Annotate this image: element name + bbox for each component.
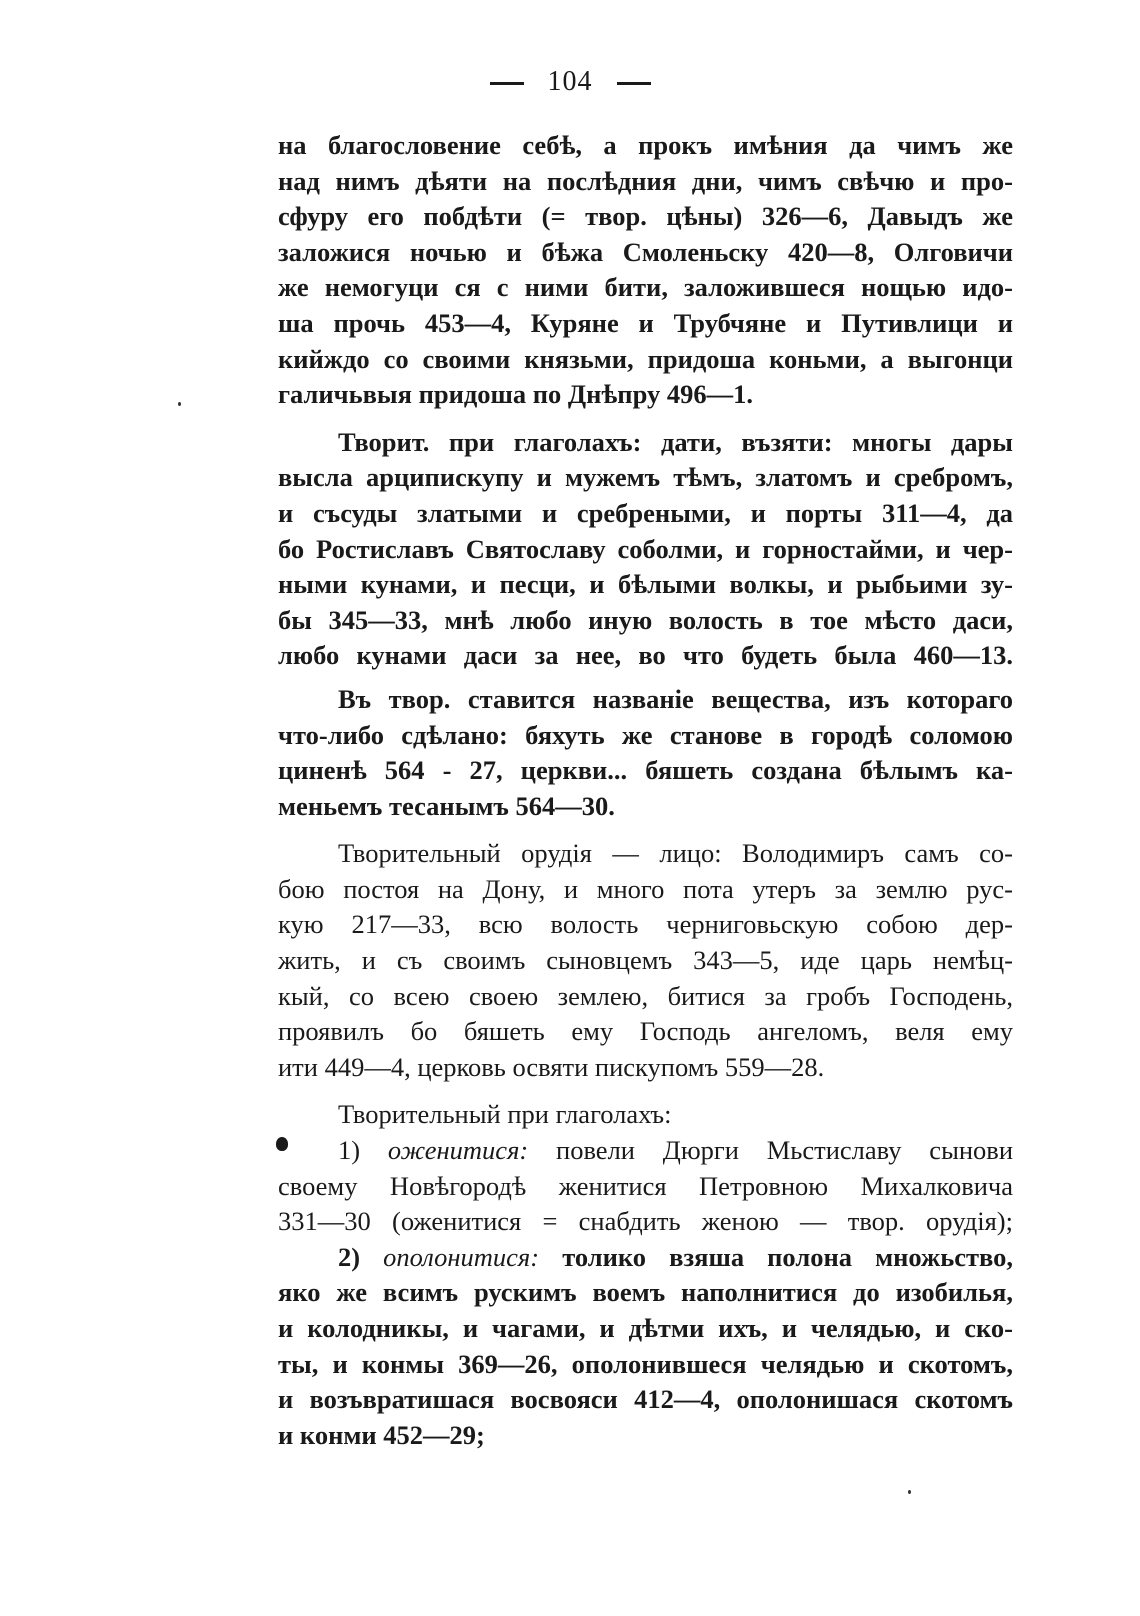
text-line: кийждо со своими князьми, придоша коньми, а выгонци	[278, 343, 1013, 374]
text-line: кый, со всею своею землею, битися за гробъ Господень,	[278, 980, 1013, 1011]
text-line: 331—30 (оженитися = снабдить женою — твор. орудія);	[278, 1206, 1013, 1237]
text-line: и возъвратишася восвояси 412—4, ополонишася скотомъ	[278, 1384, 1013, 1415]
text-line: над нимъ дѣяти на послѣдния дни, чимъ свѣчю и про-	[278, 165, 1013, 196]
text-line: же немогуци ся с ними бити, заложившеся нощью идо-	[278, 272, 1013, 303]
text-line: меньемъ тесанымъ 564—30.	[278, 790, 615, 821]
list-item-number: 2)	[338, 1241, 361, 1272]
text-line: ными кунами, и песци, и бѣлыми волкы, и рыбьими зу-	[278, 569, 1013, 600]
text-line: и съсуды златыми и сребреными, и порты 311—4, да	[278, 497, 1013, 528]
paragraph-gap	[278, 1085, 1013, 1097]
text-line: на благословение себѣ, а прокъ имѣния да чимъ же	[278, 130, 1013, 160]
text-line: ити 449—4, церковь освяти пискупомъ 559—28.	[278, 1051, 825, 1082]
text-line: жить, и съ своимъ сыновцемъ 343—5, иде царь немѣц-	[278, 945, 1013, 976]
body-text	[278, 128, 1013, 1453]
text-line: заложися ночью и бѣжа Смоленьску 420—8, Олговичи	[278, 236, 1013, 267]
text-line: проявилъ бо бяшеть ему Господь ангеломъ, веля ему	[278, 1016, 1013, 1047]
page-number: 104	[547, 66, 593, 97]
left-dash	[490, 82, 524, 85]
text-line: яко же всимъ рускимъ воемъ наполнитися до изобилья,	[278, 1277, 1013, 1308]
list-item-term: оженитися:	[387, 1135, 529, 1166]
paragraph-gap	[278, 824, 1013, 836]
list-item-term: ополонитися:	[383, 1241, 540, 1272]
text-line: своему Новѣгородѣ женитися Петровною Михалковича	[278, 1170, 1013, 1201]
text-line: кую 217—33, всю волость черниговьскую собою дер-	[278, 909, 1013, 940]
ink-speck	[908, 1490, 911, 1494]
text-line: Творительный орудія — лицо: Володимиръ самъ со-	[338, 838, 1013, 869]
text-line: сфуру его побдѣти (= твор. цѣны) 326—6, Давыдъ же	[278, 201, 1013, 232]
ink-speck	[178, 402, 181, 406]
text-line: галичьвыя придоша по Днѣпру 496—1.	[278, 379, 753, 410]
list-item-first-line	[278, 1133, 1013, 1169]
paragraph-gap	[278, 674, 1013, 682]
text-line: Творительный при глаголахъ:	[338, 1099, 672, 1130]
text-line: любо кунами даси за нее, во что будеть была 460—13.	[278, 640, 1013, 671]
text-line: высла арципискупу и мужемъ тѣмъ, златомъ и сребромъ,	[278, 462, 1013, 493]
page-number-header	[0, 66, 1140, 98]
text-line: ша прочь 453—4, Куряне и Трубчяне и Путивлици и	[278, 307, 1013, 338]
list-item-text: толико взяша полона множьство,	[562, 1241, 1013, 1272]
text-line: бою постоя на Дону, и много пота утеръ за землю рус-	[278, 873, 1013, 904]
text-line: и колодникы, и чагами, и дѣтми ихъ, и челядью, и ско-	[278, 1313, 1013, 1343]
text-line: бо Ростиславъ Святославу соболми, и горностайми, и чер-	[278, 533, 1013, 564]
text-line: что-либо сдѣлано: бяхуть же станове в городѣ соломою	[278, 719, 1013, 750]
text-line: Въ твор. ставится названіе вещества, изъ котораго	[338, 683, 1013, 714]
list-item-number: 1)	[338, 1135, 361, 1166]
text-line: ты, и конмы 369—26, ополонившеся челядью и скотомъ,	[278, 1348, 1013, 1379]
list-item-text: повели Дюрги Мьстиславу сынови	[556, 1135, 1013, 1166]
text-line: и конми 452—29;	[278, 1419, 485, 1450]
paragraph-gap	[278, 413, 1013, 425]
right-dash	[617, 82, 651, 85]
list-item-first-line	[278, 1240, 1013, 1276]
text-line: циненѣ 564 - 27, церкви... бяшеть создана бѣлымъ ка-	[278, 755, 1013, 786]
margin-bullet-mark	[276, 1137, 288, 1151]
text-line: бы 345—33, мнѣ любо иную волость в тое мѣсто даси,	[278, 604, 1013, 635]
text-line: Творит. при глаголахъ: дати, възяти: многы дары	[338, 426, 1013, 457]
